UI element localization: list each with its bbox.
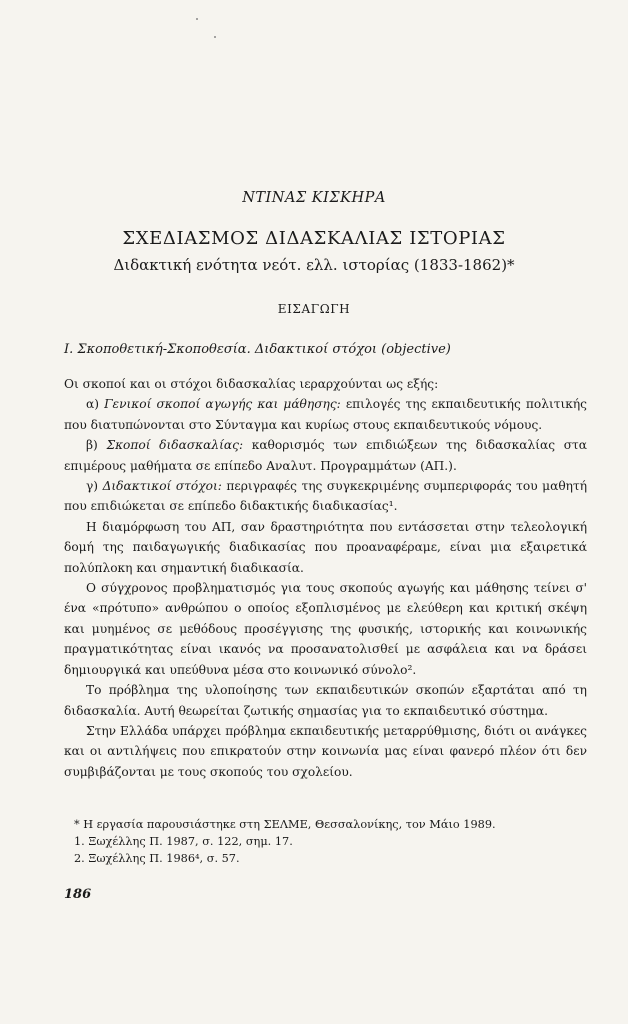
footnote: * Η εργασία παρουσιάστηκε στη ΣΕΛΜΕ, Θεσσαλονίκης, τον Μάιο 1989.: [74, 818, 496, 831]
section-heading: ΕΙΣΑΓΩΓΗ: [277, 302, 351, 316]
paragraph: Στην Ελλάδα υπάρχει πρόβλημα εκπαιδευτικής μεταρρύθμισης, διότι οι ανάγκες και οι αντιλήψεις που επικρατούν στην κοινωνία μας είναι φανερό πλέον ότι δεν συμβιβάζονται με τους σκοπούς του σχολείου.: [64, 723, 587, 779]
paragraph: Ο σύγχρονος προβληματισμός για τους σκοπούς αγωγής και μάθησης τείνει σ' ένα «πρότυπο» ανθρώπου ο οποίος εξοπλισμένος με ελεύθερη και κριτική σκέψη και μυημένος σε μεθόδους προσέγγισης της φυσικής, ιστορικής και κοινωνικής πραγματικότητας είναι ικανός να προσανατολισθεί με ασφάλεια και να δράσει δημιουργικά και υπεύθυνα μέσα στο κοινωνικό σύνολο².: [64, 581, 587, 677]
scan-speck: [196, 18, 198, 20]
item-a-text: επιλογές της εκπαιδευτικής πολιτικής που διατυπώνονται στο Σύνταγμα και κυρίως στους εκπαιδευτικούς νόμους.: [64, 397, 588, 432]
item-b-label: β): [86, 438, 107, 453]
page-number: 186: [64, 887, 92, 902]
author-name: ΝΤΙΝΑΣ ΚΙΣΚΗΡΑ: [242, 190, 386, 206]
scan-speck: [214, 36, 216, 38]
item-b-term: Σκοποί διδασκαλίας:: [106, 438, 244, 453]
paragraph: Η διαμόρφωση του ΑΠ, σαν δραστηριότητα που εντάσσεται στην τελεολογική δομή της παιδαγωγικής διαδικασίας που προαναφέραμε, είναι μια εξαιρετικά πολύπλοκη και σημαντική διαδικασία.: [64, 519, 587, 575]
footnote: 1. Ξωχέλλης Π. 1987, σ. 122, σημ. 17.: [74, 835, 293, 848]
subsection-heading: Ι. Σκοποθετική-Σκοποθεσία. Διδακτικοί στόχοι (objective): [64, 342, 451, 357]
paragraph: Το πρόβλημα της υλοποίησης των εκπαιδευτικών σκοπών εξαρτάται από τη διδασκαλία. Αυτή θεωρείται ζωτικής σημασίας για το εκπαιδευτικό σύστημα.: [64, 683, 587, 718]
footnote: 2. Ξωχέλλης Π. 1986⁴, σ. 57.: [74, 852, 240, 865]
article-title: ΣΧΕΔΙΑΣΜΟΣ ΔΙΔΑΣΚΑΛΙΑΣ ΙΣΤΟΡΙΑΣ: [122, 228, 506, 249]
body-text: [64, 374, 587, 782]
item-c-term: Διδακτικοί στόχοι:: [102, 479, 222, 494]
list-item-c: [64, 476, 587, 517]
article-subtitle: Διδακτική ενότητα νεότ. ελλ. ιστορίας (1833-1862)*: [113, 256, 515, 274]
item-a-label: α): [86, 397, 105, 412]
item-a-term: Γενικοί σκοποί αγωγής και μάθησης:: [104, 397, 341, 412]
list-item-a: [64, 394, 587, 435]
footnotes: [74, 816, 574, 867]
intro-paragraph: Οι σκοποί και οι στόχοι διδασκαλίας ιεραρχούνται ως εξής:: [64, 377, 439, 391]
item-c-text: περιγραφές της συγκεκριμένης συμπεριφοράς του μαθητή που επιδιώκεται σε επίπεδο διδακτικής διαδικασίας¹.: [64, 479, 588, 514]
list-item-b: [64, 435, 587, 476]
item-b-text: καθορισμός των επιδιώξεων της διδασκαλίας στα επιμέρους μαθήματα σε επίπεδο Αναλυτ. Προγραμμάτων (ΑΠ.).: [64, 438, 587, 473]
item-c-label: γ): [86, 479, 103, 494]
